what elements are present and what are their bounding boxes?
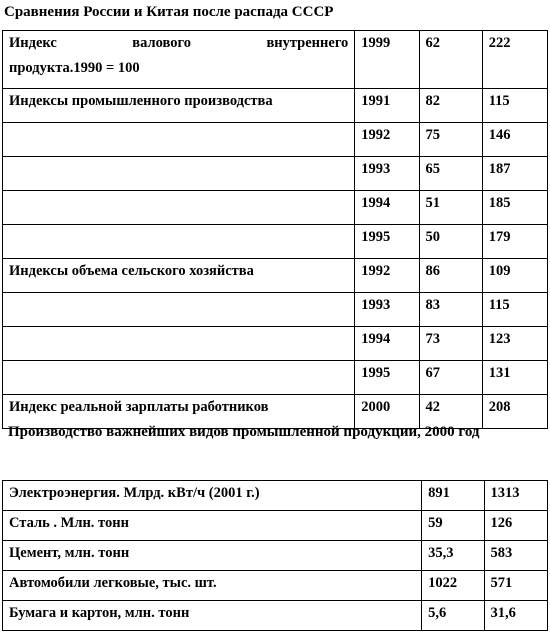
table-cell-russia: 75 [419,123,482,157]
gdp-label-line1 [9,35,348,52]
table-cell-label: Электроэнергия. Млрд. кВт/ч (2001 г.) [3,481,422,511]
table-cell-russia: 65 [419,157,482,191]
table-cell-year: 1992 [355,123,419,157]
table-cell-year: 1999 [355,31,419,89]
table-cell-russia: 59 [422,511,484,541]
table-row [3,31,548,89]
table-row [3,571,548,601]
table-cell-russia: 50 [419,225,482,259]
table-cell-label [3,157,355,191]
table-cell-russia: 82 [419,89,482,123]
table-cell-label [3,123,355,157]
table-cell-year: 1993 [355,157,419,191]
table-cell-russia: 86 [419,259,482,293]
gdp-label-line2: продукта.1990 = 100 [9,60,140,76]
table-cell-label [3,191,355,225]
gdp-label-word: Индекс [9,35,57,51]
table-row [3,157,548,191]
table-cell-label [3,327,355,361]
table-cell-china: 109 [482,259,547,293]
table-cell-label [3,293,355,327]
table-cell-year: 2000 [355,395,419,429]
table-cell-label: Автомобили легковые, тыс. шт. [3,571,422,601]
table-cell-label [3,31,355,89]
comparison-table [2,30,548,429]
table-cell-russia: 83 [419,293,482,327]
table-cell-label: Сталь . Млн. тонн [3,511,422,541]
table-cell-china: 1313 [484,481,547,511]
table-cell-label: Цемент, млн. тонн [3,541,422,571]
table-cell-year: 1994 [355,191,419,225]
table-cell-china: 179 [482,225,547,259]
gdp-label-word: внутреннего [266,35,349,51]
table-cell-russia: 73 [419,327,482,361]
table-row [3,225,548,259]
table-cell-china: 146 [482,123,547,157]
table-row [3,293,548,327]
table-cell-year: 1994 [355,327,419,361]
table-cell-label: Индексы объема сельского хозяйства [3,259,355,293]
table-cell-china: 123 [482,327,547,361]
production-table [2,480,548,631]
table-row [3,123,548,157]
table-cell-label: Бумага и картон, млн. тонн [3,601,422,631]
table-row [3,481,548,511]
table-row [3,191,548,225]
table-cell-china: 115 [482,89,547,123]
table-row [3,259,548,293]
document-title: Сравнения России и Китая после распада СССР [4,4,334,20]
table-row [3,601,548,631]
table-cell-china: 187 [482,157,547,191]
table-cell-label [3,361,355,395]
table-cell-label: Индекс реальной зарплаты работников [3,395,355,429]
table-cell-russia: 67 [419,361,482,395]
table-cell-china: 185 [482,191,547,225]
table-row [3,511,548,541]
table-cell-year: 1995 [355,361,419,395]
table-cell-russia: 51 [419,191,482,225]
section2-title: Производство важнейших видов промышленной продукции, 2000 год [8,424,480,440]
table-row [3,361,548,395]
table-cell-russia: 42 [419,395,482,429]
table-cell-year: 1993 [355,293,419,327]
table-cell-china: 222 [482,31,547,89]
table-cell-russia: 891 [422,481,484,511]
table-cell-label [3,225,355,259]
table-cell-russia: 35,3 [422,541,484,571]
table-cell-china: 115 [482,293,547,327]
table-cell-year: 1992 [355,259,419,293]
table-cell-china: 31,6 [484,601,547,631]
table-cell-china: 571 [484,571,547,601]
table-cell-china: 126 [484,511,547,541]
table-cell-china: 208 [482,395,547,429]
table-cell-china: 131 [482,361,547,395]
table-cell-year: 1991 [355,89,419,123]
table-cell-russia: 62 [419,31,482,89]
table-row [3,541,548,571]
table-cell-label: Индексы промышленного производства [3,89,355,123]
table-cell-russia: 5,6 [422,601,484,631]
table-cell-russia: 1022 [422,571,484,601]
table-row [3,89,548,123]
table-cell-china: 583 [484,541,547,571]
gdp-label-word: валового [132,35,191,51]
table-cell-year: 1995 [355,225,419,259]
table-row [3,327,548,361]
